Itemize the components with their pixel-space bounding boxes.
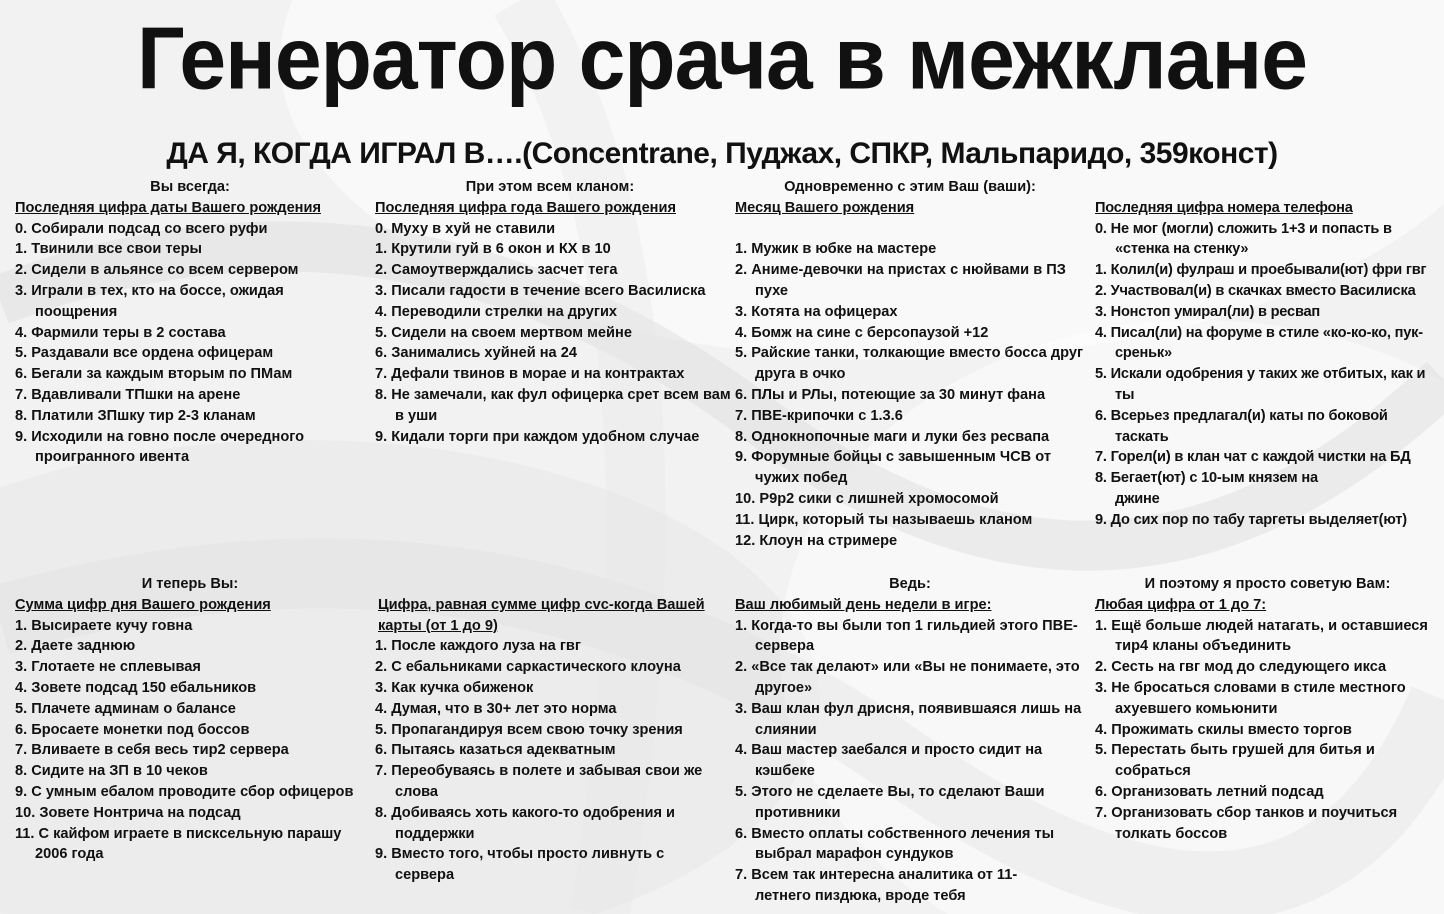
- list-item: 3. Играли в тех, кто на боссе, ожидая поощрения: [15, 282, 284, 320]
- list-item: 11. Цирк, который ты называешь кланом: [735, 511, 1033, 528]
- section-heading: [1095, 177, 1440, 198]
- list-item: 9. Форумные бойцы с завышенным ЧСВ от чужих побед: [735, 449, 1051, 487]
- page-title: Генератор срача в межклане: [137, 8, 1307, 108]
- list-item: 8. Однокнопочные маги и луки без ресвапа: [735, 428, 1050, 445]
- list-item: 8. Не замечали, как фул офицерка срет всем вам в уши: [375, 386, 731, 424]
- list-item: 8. Платили ЗПшку тир 2-3 кланам: [15, 407, 256, 424]
- section-and-now-you: [15, 574, 365, 865]
- section-subheading: Сумма цифр дня Вашего рождения: [15, 596, 271, 613]
- list-item: 2. Аниме-девочки на пристах с нюйвами в ПЗ пухе: [735, 262, 1066, 299]
- section-heading: Одновременно с этим Ваш (ваши):: [784, 179, 1036, 195]
- list-item: 6. Пытаясь казаться адекватным: [375, 742, 616, 759]
- list-item: 4. Бомж на сине с берсопаузой +12: [735, 324, 989, 341]
- list-item: 4. Фармили теры в 2 состава: [15, 324, 226, 341]
- list-item: 5. Плачете админам о балансе: [15, 700, 236, 717]
- list-item: 3. Нонстоп умирал(ли) в ресвап: [1095, 303, 1321, 320]
- list-item: 3. Как кучка обиженок: [375, 679, 534, 696]
- list-item: 6. Всерьез предлагал(и) каты по боковой таскать: [1095, 407, 1388, 445]
- list-item: 7. Всем так интересна аналитика от 11-летнего пиздюка, вроде тебя: [735, 867, 1018, 904]
- list-item: 7. Горел(и) в клан чат с каждой чистки на БД: [1095, 449, 1411, 466]
- list-item: [735, 219, 1085, 240]
- list-item: 9. Исходили на говно после очередного проигранного ивента: [15, 428, 305, 466]
- list-item: 2. С ебальниками саркастического клоуна: [375, 659, 681, 676]
- list-item: 2. Сидели в альянсе со всем сервером: [15, 262, 299, 279]
- section-subheading: Последняя цифра даты Вашего рождения: [15, 199, 321, 216]
- list-item: 1. Колил(и) фулраш и проебывали(ют) фри гвг: [1095, 262, 1427, 279]
- list-item: 9. Кидали торги при каждом удобном случае: [375, 428, 700, 445]
- list-item: 5. Сидели на своем мертвом мейне: [375, 324, 632, 341]
- list-item: 1. Ещё больше людей натагать, и оставшиеся тир4 кланы объединить: [1095, 617, 1428, 655]
- section-phone-number: [1095, 177, 1440, 531]
- section-subheading: Ваш любимый день недели в игре:: [735, 596, 992, 613]
- section-whole-clan: [375, 177, 731, 447]
- section-heading: [375, 574, 725, 595]
- list-item: 9. Вместо того, чтобы просто ливнуть с сервера: [375, 846, 665, 884]
- list-item: 4. Ваш мастер заебался и просто сидит на кэшбеке: [735, 742, 1043, 780]
- list-item: 6. Вместо оплаты собственного лечения ты выбрал марафон сундуков: [735, 825, 1055, 863]
- section-because: [735, 574, 1085, 907]
- list-item: 12. Клоун на стримере: [735, 532, 898, 549]
- list-item: 1. Твинили все свои теры: [15, 241, 202, 258]
- list-item: 4. Думая, что в 30+ лет это норма: [375, 700, 617, 717]
- list-item: 1. Мужик в юбке на мастере: [735, 241, 937, 258]
- list-item: 8. Добиваясь хоть какого-то одобрения и поддержки: [375, 804, 676, 842]
- list-item: 4. Прожимать скилы вместо торгов: [1095, 721, 1352, 738]
- list-item: 11. С кайфом играете в пискcельную парашу 2006 года: [15, 825, 342, 863]
- list-item: 7. ПВЕ-крипочки с 1.3.6: [735, 407, 903, 424]
- list-item: 0. Собирали подсад со всего руфи: [15, 220, 268, 237]
- list-item: 2. Сесть на гвг мод до следующего икса: [1095, 659, 1387, 676]
- list-item: 5. Пропагандируя всем свою точку зрения: [375, 721, 683, 738]
- list-item: 6. Бегали за каждым вторым по ПМам: [15, 366, 293, 383]
- list-item: 2. Участвовал(и) в скачках вместо Василиска: [1095, 282, 1416, 299]
- list-item: 2. «Все так делают» или «Вы не понимаете, это другое»: [735, 659, 1080, 696]
- list-item: 9. До сих пор по табу таргеты выделяет(ют): [1095, 511, 1407, 528]
- list-item: 10. Р9р2 сики с лишней хромосомой: [735, 490, 999, 507]
- list-item: 7. Переобуваясь в полете и забывая свои же слова: [375, 763, 703, 800]
- list-item: 7. Вдавливали ТПшки на арене: [15, 386, 241, 403]
- list-item: 3. Глотаете не сплевывая: [15, 659, 201, 676]
- list-item: 6. ПЛы и РЛы, потеющие за 30 минут фана: [735, 386, 1046, 403]
- list-item: 5. Перестать быть грушей для битья и собраться: [1095, 742, 1375, 780]
- section-heading: При этом всем кланом:: [465, 179, 635, 195]
- section-subheading: Последняя цифра года Вашего рождения: [375, 199, 676, 216]
- section-you-always: [15, 177, 365, 468]
- section-advice: [1095, 574, 1440, 844]
- list-item: 7. Дефали твинов в морае и на контрактах: [375, 366, 685, 383]
- list-item: 4. Зовете подсад 150 ебальников: [15, 679, 257, 696]
- list-item: 4. Писал(ли) на форуме в стиле «ко-ко-ко, пук-среньк»: [1095, 324, 1423, 362]
- list-item: 1. Крутили гуй в 6 окон и КХ в 10: [375, 241, 611, 258]
- list-item: 8. Сидите на ЗП в 10 чеков: [15, 763, 208, 780]
- list-item: 3. Не бросаться словами в стиле местного ахуевшего комьюнити: [1095, 679, 1406, 717]
- list-item: 5. Этого не сделаете Вы, то сделают Ваши противники: [735, 783, 1045, 821]
- list-item: 1. Когда-то вы были топ 1 гильдией этого ПВЕ-сервера: [735, 617, 1078, 655]
- section-cvc-sum: [375, 574, 725, 886]
- list-item: 4. Переводили стрелки на других: [375, 303, 618, 320]
- list-item: 3. Писали гадости в течение всего Василиска: [375, 282, 706, 299]
- list-item: 1. После каждого луза на гвг: [375, 638, 581, 655]
- section-subheading: Цифра, равная сумме цифр cvc-когда Вашей карты (от 1 до 9): [378, 596, 705, 634]
- list-item: 6. Организовать летний подсад: [1095, 783, 1324, 800]
- list-item: 3. Котята на офицерах: [735, 303, 898, 320]
- list-item: 7. Вливаете в себя весь тир2 сервера: [15, 742, 289, 759]
- list-item: 10. Зовете Нонтрича на подсад: [15, 804, 241, 821]
- list-item: 5. Райские танки, толкающие вместо босса друг друга в очко: [735, 345, 1084, 383]
- list-item: 1. Высираете кучу говна: [15, 617, 193, 634]
- list-item: 5. Раздавали все ордена офицерам: [15, 345, 274, 362]
- list-item: 0. Муху в хуй не ставили: [375, 220, 556, 237]
- list-item: 8. Бегает(ют) с 10-ым князем на джине: [1095, 470, 1318, 507]
- section-subheading: Месяц Вашего рождения: [735, 199, 915, 216]
- list-item: 6. Бросаете монетки под боссов: [15, 721, 250, 738]
- section-simultaneously: [735, 177, 1085, 551]
- section-subheading: Последняя цифра номера телефона: [1095, 199, 1353, 216]
- list-item: 3. Ваш клан фул дрисня, появившаяся лишь на слиянии: [735, 700, 1082, 738]
- list-item: 6. Занимались хуйней на 24: [375, 345, 577, 362]
- page-subtitle: ДА Я, КОГДА ИГРАЛ В….(Concentrane, Пуджах, СПКР, Мальпаридо, 359конст): [166, 137, 1278, 170]
- section-subheading: Любая цифра от 1 до 7:: [1095, 596, 1267, 613]
- list-item: 2. Даете заднюю: [15, 638, 136, 655]
- list-item: 7. Организовать сбор танков и поучиться толкать боссов: [1095, 804, 1398, 842]
- section-heading: И поэтому я просто советую Вам:: [1144, 576, 1391, 592]
- list-item: 0. Не мог (могли) сложить 1+3 и попасть в «стенка на стенку»: [1095, 220, 1392, 258]
- section-heading: И теперь Вы:: [141, 576, 239, 592]
- section-heading: Ведь:: [889, 576, 931, 592]
- list-item: 2. Самоутверждались засчет тега: [375, 262, 618, 279]
- list-item: 5. Искали одобрения у таких же отбитых, как и ты: [1095, 366, 1426, 403]
- list-item: 9. С умным ебалом проводите сбор офицеров: [15, 783, 354, 800]
- section-heading: Вы всегда:: [150, 179, 230, 195]
